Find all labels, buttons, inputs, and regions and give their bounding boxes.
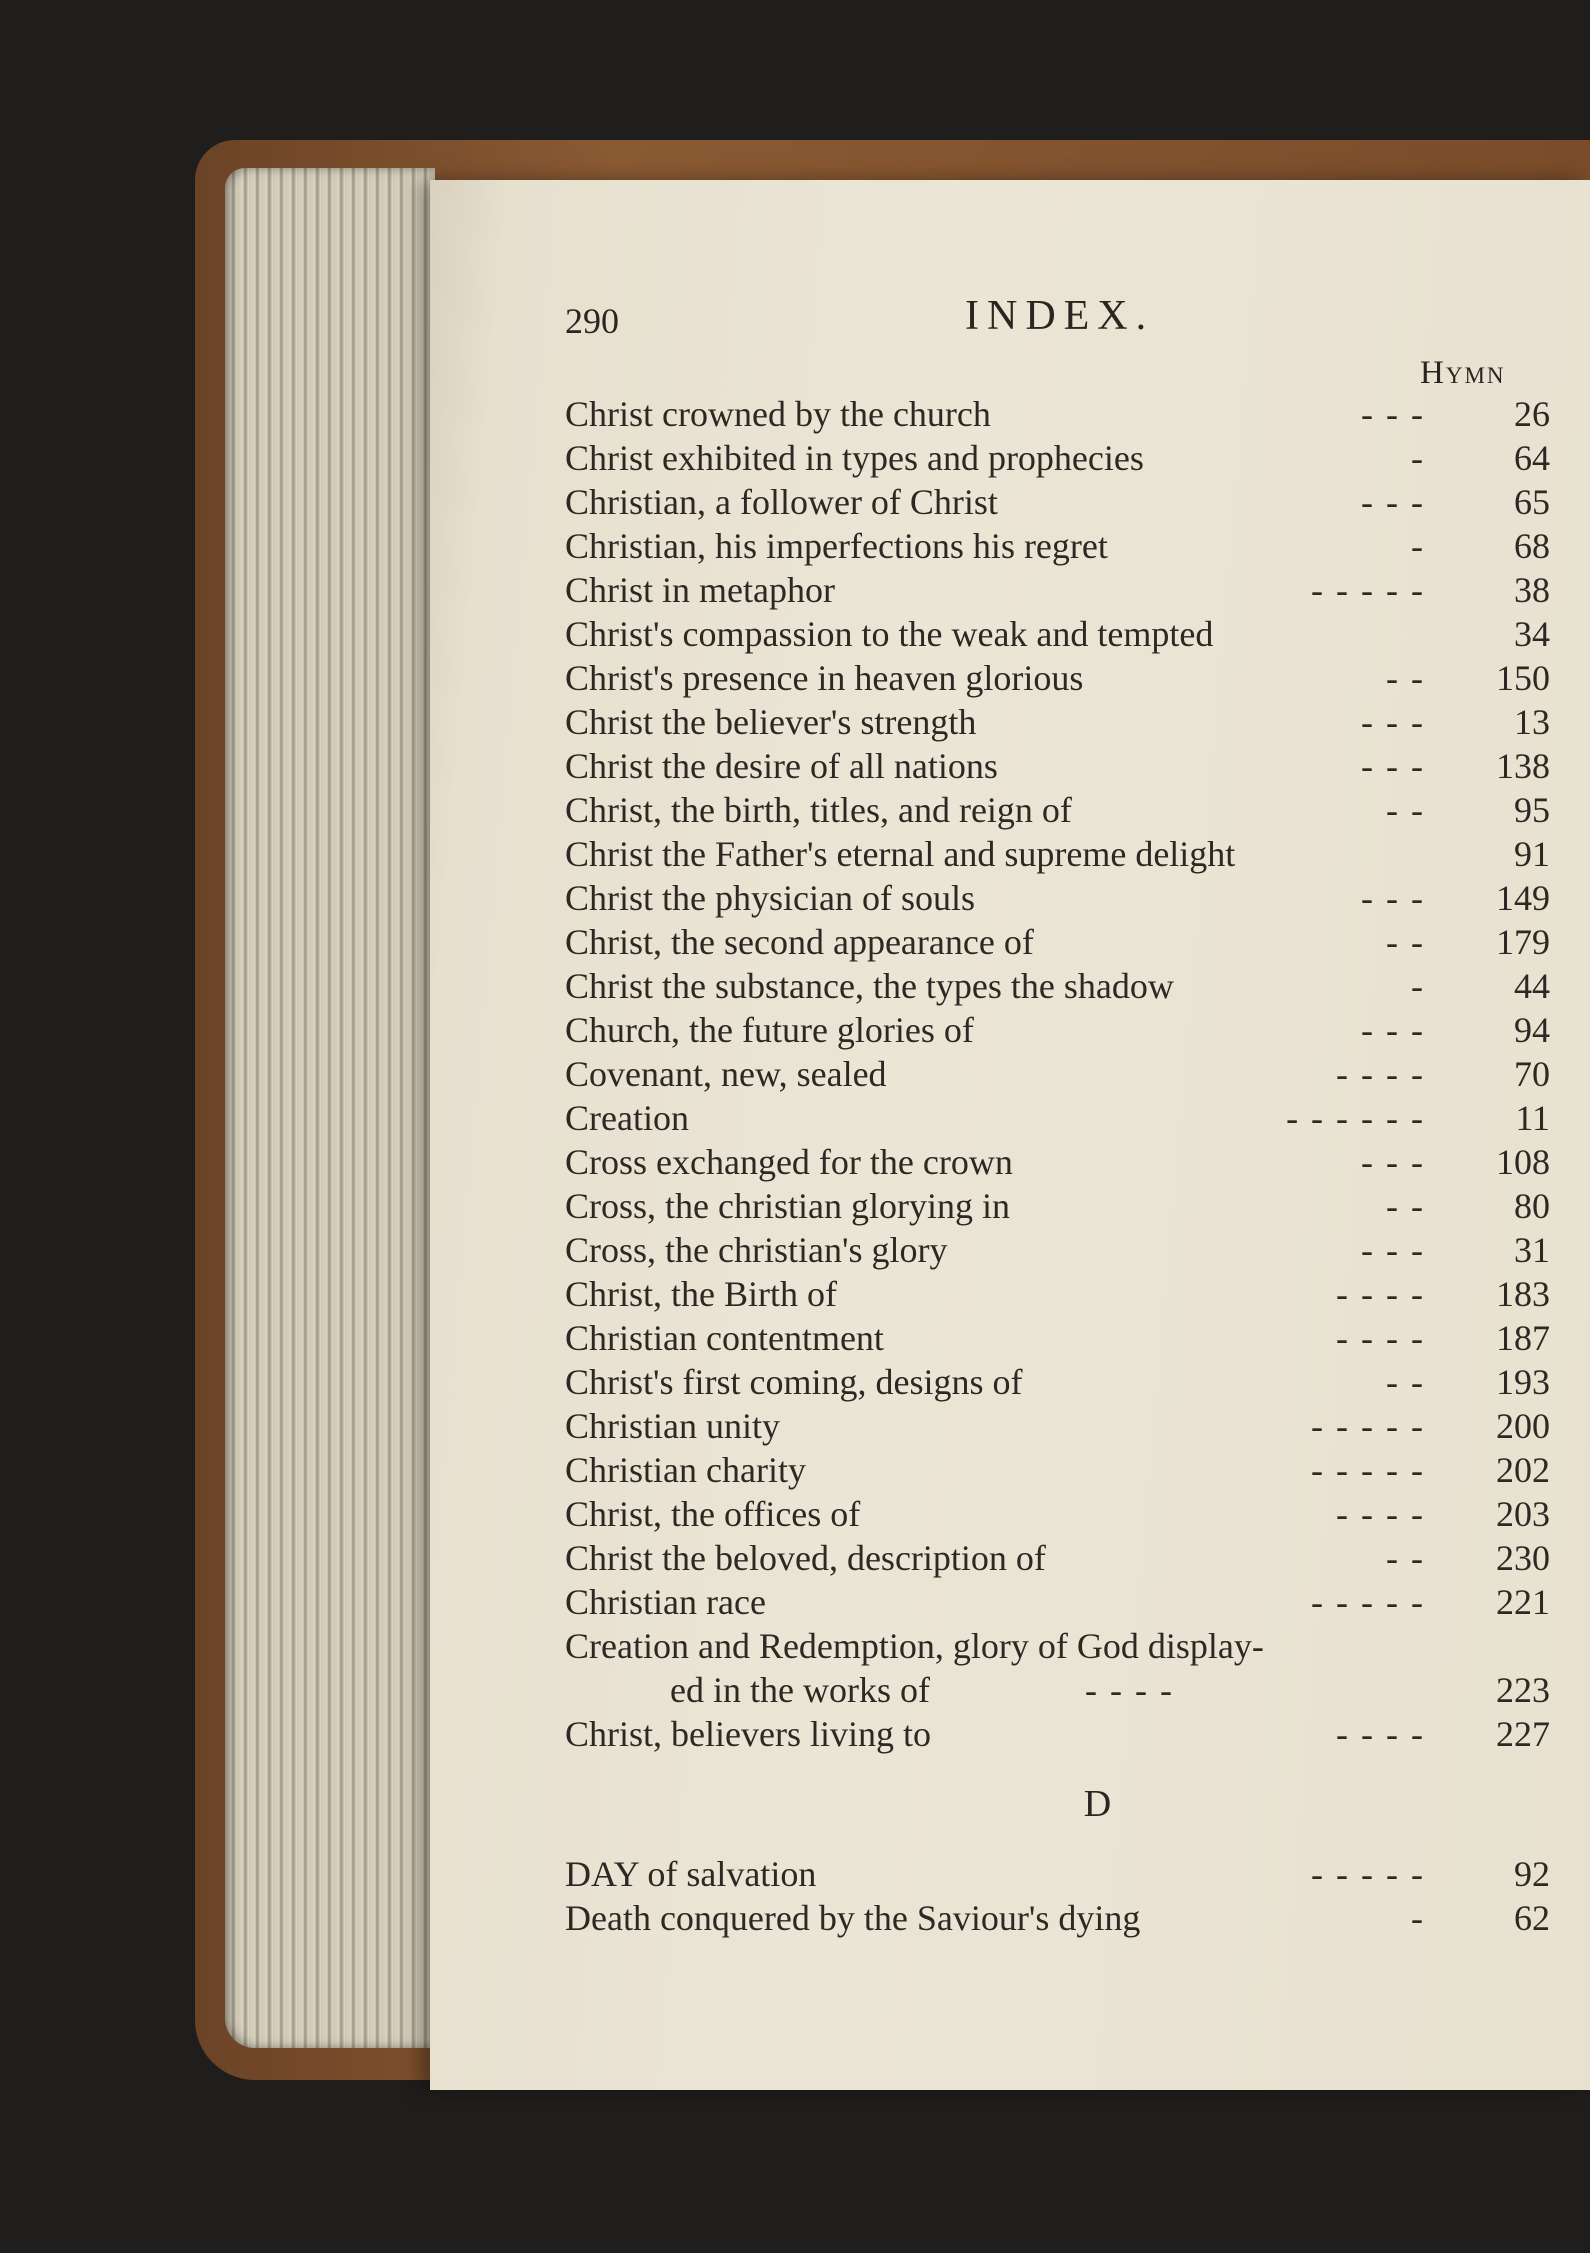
entry-text: Christ, the Birth of (565, 1274, 837, 1314)
entry-hymn-number: 65 (1514, 482, 1550, 522)
entry-leader: - (1411, 966, 1425, 1006)
entry-hymn-number: 70 (1514, 1054, 1550, 1094)
entry-text: Creation and Redemption, glory of God display- (565, 1626, 1264, 1666)
entry-text: Christ the physician of souls (565, 878, 975, 918)
entry-text: Christ the believer's strength (565, 702, 977, 742)
entry-leader: - - - - (1336, 1318, 1425, 1358)
entry-hymn-number: 44 (1514, 966, 1550, 1006)
entry-hymn-number: 138 (1496, 746, 1550, 786)
index-entry (565, 876, 1550, 920)
index-entry (565, 612, 1550, 656)
entry-text: Christ the Father's eternal and supreme delight (565, 834, 1236, 874)
entry-hymn-number: 31 (1514, 1230, 1550, 1270)
index-entry (565, 1316, 1550, 1360)
index-entry (565, 700, 1550, 744)
index-entry (565, 1896, 1550, 1940)
entry-text: Christ in metaphor (565, 570, 835, 610)
entry-hymn-number: 13 (1514, 702, 1550, 742)
index-entry (565, 1536, 1550, 1580)
entry-leader: - - (1386, 922, 1425, 962)
entry-text: Christ, the second appearance of (565, 922, 1034, 962)
entry-text: Cross exchanged for the crown (565, 1142, 1013, 1182)
entry-hymn-number: 68 (1514, 526, 1550, 566)
entry-hymn-number: 64 (1514, 438, 1550, 478)
index-entries-c-after (565, 1712, 1550, 1756)
entry-leader: - - (1386, 1538, 1425, 1578)
index-entry (565, 436, 1550, 480)
entry-leader: - - - (1361, 482, 1425, 522)
entry-leader: - - - (1361, 702, 1425, 742)
index-entry (565, 524, 1550, 568)
entry-text: Christ, the offices of (565, 1494, 861, 1534)
entry-leader: - - - - - (1311, 1582, 1425, 1622)
entry-leader: - - (1386, 790, 1425, 830)
index-entry (565, 1852, 1550, 1896)
entry-text: Christ, believers living to (565, 1714, 931, 1754)
entry-leader: - - - (1361, 878, 1425, 918)
index-entry (565, 1404, 1550, 1448)
column-header-hymn: Hymn (1420, 355, 1506, 391)
index-entries-d (565, 1852, 1550, 1940)
index-entry (565, 1272, 1550, 1316)
entry-hymn-number: 34 (1514, 614, 1550, 654)
entry-leader: - - - (1361, 1142, 1425, 1182)
index-entry (565, 788, 1550, 832)
index-entry (565, 964, 1550, 1008)
entry-leader: - - (1386, 1362, 1425, 1402)
entry-hymn-number: 95 (1514, 790, 1550, 830)
entry-hymn-number: 203 (1496, 1494, 1550, 1534)
entry-hymn-number: 179 (1496, 922, 1550, 962)
entry-hymn-number: 26 (1514, 394, 1550, 434)
entry-text: Christian, his imperfections his regret (565, 526, 1108, 566)
entry-text: Covenant, new, sealed (565, 1054, 887, 1094)
entry-text: Christ's first coming, designs of (565, 1362, 1023, 1402)
entry-leader: - - - - - (1311, 1854, 1425, 1894)
entry-text: DAY of salvation (565, 1854, 817, 1894)
entry-hymn-number: 150 (1496, 658, 1550, 698)
entry-hymn-number: 230 (1496, 1538, 1550, 1578)
index-entry (565, 480, 1550, 524)
entry-leader: - - - - (1336, 1714, 1425, 1754)
index-entry (565, 1184, 1550, 1228)
entry-text: Christ the substance, the types the shadow (565, 966, 1174, 1006)
entry-hymn-number: 223 (1496, 1670, 1550, 1710)
entry-text-continued: ed in the works of (670, 1670, 930, 1710)
entry-text: Cross, the christian glorying in (565, 1186, 1010, 1226)
index-entry (565, 1492, 1550, 1536)
index-entry (565, 1448, 1550, 1492)
entry-leader: - (1411, 438, 1425, 478)
entry-hymn-number: 80 (1514, 1186, 1550, 1226)
entry-leader: - - - (1361, 394, 1425, 434)
entry-leader: - (1411, 1898, 1425, 1938)
index-entry (565, 568, 1550, 612)
entry-text: Christ exhibited in types and prophecies (565, 438, 1144, 478)
entry-leader: - - - - (1336, 1054, 1425, 1094)
entry-text: Christ crowned by the church (565, 394, 991, 434)
index-entry (565, 1096, 1550, 1140)
entry-text: Creation (565, 1098, 689, 1138)
index-entry (565, 744, 1550, 788)
entry-hymn-number: 227 (1496, 1714, 1550, 1754)
entry-hymn-number: 108 (1496, 1142, 1550, 1182)
index-entries-c (565, 392, 1550, 1624)
index-entry (565, 656, 1550, 700)
entry-hymn-number: 200 (1496, 1406, 1550, 1446)
entry-leader: - - (1386, 658, 1425, 698)
entry-leader: - - - - - (1311, 570, 1425, 610)
index-entry (565, 1360, 1550, 1404)
entry-leader: - - - - (1336, 1494, 1425, 1534)
entry-hymn-number: 193 (1496, 1362, 1550, 1402)
index-entry (565, 1008, 1550, 1052)
index-entry (565, 1228, 1550, 1272)
entry-text: Christian contentment (565, 1318, 884, 1358)
entry-hymn-number: 62 (1514, 1898, 1550, 1938)
entry-leader: - - - (1361, 1230, 1425, 1270)
index-entry (565, 1712, 1550, 1756)
entry-leader: - - - - (1085, 1670, 1174, 1710)
index-entry (565, 1052, 1550, 1096)
page-number: 290 (565, 301, 619, 341)
entry-leader: - - - - (1336, 1274, 1425, 1314)
entry-text: Christ, the birth, titles, and reign of (565, 790, 1072, 830)
entry-hymn-number: 11 (1515, 1098, 1550, 1138)
entry-text: Christian, a follower of Christ (565, 482, 998, 522)
section-letter-d: D (1083, 1783, 1112, 1825)
entry-leader: - (1411, 526, 1425, 566)
page-title: INDEX. (965, 293, 1155, 339)
entry-hymn-number: 94 (1514, 1010, 1550, 1050)
index-list (565, 392, 1550, 1940)
entry-text: Christ the desire of all nations (565, 746, 998, 786)
index-entry (565, 920, 1550, 964)
entry-hymn-number: 221 (1496, 1582, 1550, 1622)
entry-hymn-number: 38 (1514, 570, 1550, 610)
entry-text: Church, the future glories of (565, 1010, 974, 1050)
entry-text: Christ the beloved, description of (565, 1538, 1046, 1578)
index-entry-multiline (565, 1624, 1550, 1712)
entry-text: Cross, the christian's glory (565, 1230, 948, 1270)
entry-leader: - - - - - (1311, 1450, 1425, 1490)
page-edges (225, 168, 435, 2048)
entry-text: Christian charity (565, 1450, 806, 1490)
entry-hymn-number: 187 (1496, 1318, 1550, 1358)
entry-leader: - - (1386, 1186, 1425, 1226)
entry-hymn-number: 202 (1496, 1450, 1550, 1490)
index-entry (565, 1140, 1550, 1184)
entry-hymn-number: 91 (1514, 834, 1550, 874)
index-entry (565, 1580, 1550, 1624)
entry-text: Christ's compassion to the weak and tempted (565, 614, 1214, 654)
entry-text: Christian unity (565, 1406, 780, 1446)
entry-leader: - - - (1361, 746, 1425, 786)
entry-text: Christian race (565, 1582, 766, 1622)
index-entry (565, 832, 1550, 876)
entry-leader: - - - (1361, 1010, 1425, 1050)
entry-leader: - - - - - (1311, 1406, 1425, 1446)
entry-hymn-number: 149 (1496, 878, 1550, 918)
entry-hymn-number: 183 (1496, 1274, 1550, 1314)
entry-text: Christ's presence in heaven glorious (565, 658, 1084, 698)
index-entry (565, 392, 1550, 436)
entry-leader: - - - - - - (1286, 1098, 1425, 1138)
entry-text: Death conquered by the Saviour's dying (565, 1898, 1141, 1938)
entry-hymn-number: 92 (1514, 1854, 1550, 1894)
